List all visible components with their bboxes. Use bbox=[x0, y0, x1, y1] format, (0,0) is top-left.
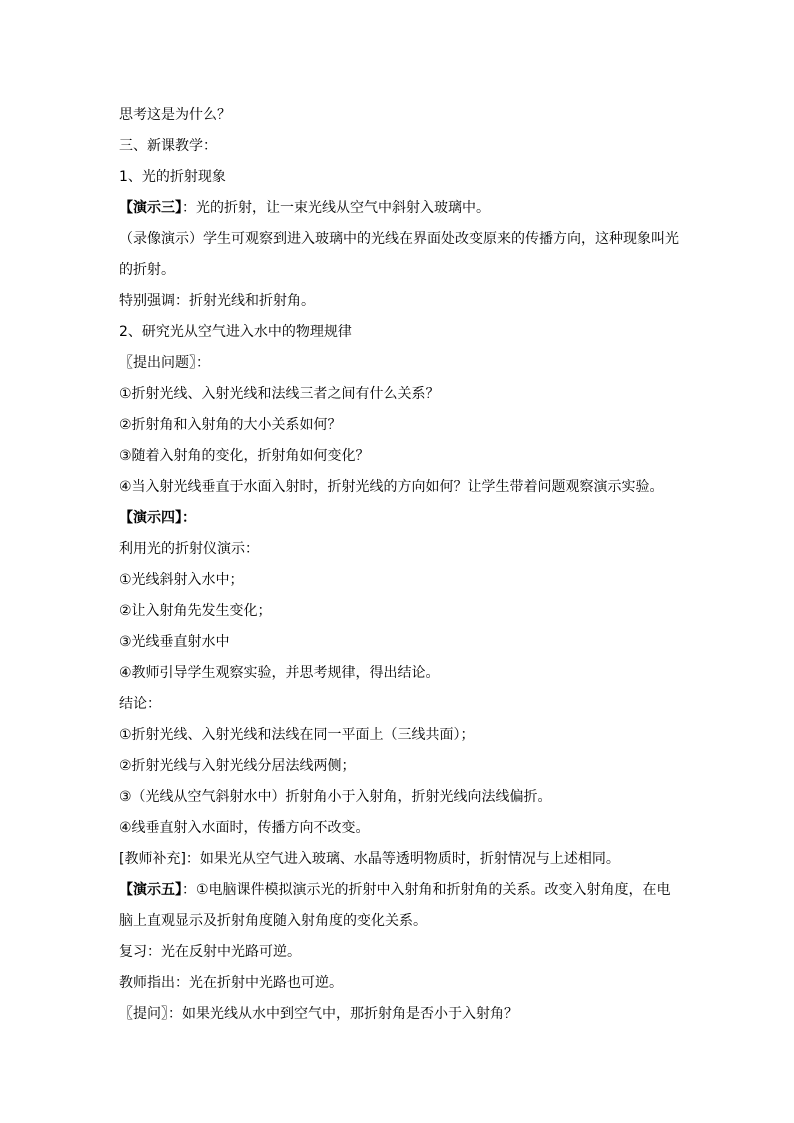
line-text: 1、光的折射现象 bbox=[119, 169, 226, 185]
line-text: 特别强调：折射光线和折射角。 bbox=[119, 293, 315, 309]
demo-label: 【演示四】 bbox=[119, 510, 182, 526]
text-line bbox=[119, 224, 679, 255]
line-text: [教师补充]：如果光从空气进入玻璃、水晶等透明物质时，折射情况与上述相同。 bbox=[119, 851, 620, 867]
section-heading bbox=[119, 131, 679, 162]
line-text: 利用光的折射仪演示： bbox=[119, 541, 259, 557]
text-line bbox=[119, 286, 679, 317]
list-item bbox=[119, 410, 679, 441]
line-text: 脑上直观显示及折射角度随入射角度的变化关系。 bbox=[119, 913, 427, 929]
line-text: ②折射角和入射角的大小关系如何？ bbox=[119, 417, 342, 433]
text-line bbox=[119, 906, 679, 937]
line-text: ④当入射光线垂直于水面入射时，折射光线的方向如何？让学生带着问题观察演示实验。 bbox=[119, 479, 664, 495]
list-item bbox=[119, 565, 679, 596]
line-text: 结论： bbox=[119, 696, 161, 712]
line-text: ①折射光线、入射光线和法线在同一平面上（三线共面）； bbox=[119, 727, 475, 743]
list-item bbox=[119, 472, 679, 503]
line-text: ②让入射角先发生变化； bbox=[119, 603, 272, 619]
text-line bbox=[119, 348, 679, 379]
list-item bbox=[119, 658, 679, 689]
line-text: 三、新课教学： bbox=[119, 138, 217, 154]
line-text: 2、研究光从空气进入水中的物理规律 bbox=[119, 324, 352, 340]
text-line bbox=[119, 968, 679, 999]
text-line bbox=[119, 193, 679, 224]
line-text: ：①电脑课件模拟演示光的折射中入射角和折射角的关系。改变入射角度，在电 bbox=[182, 882, 671, 898]
line-text: 〖提出问题〗： bbox=[119, 355, 210, 371]
line-text: ：光的折射，让一束光线从空气中斜射入玻璃中。 bbox=[182, 200, 490, 216]
text-line bbox=[119, 999, 679, 1030]
list-item bbox=[119, 441, 679, 472]
line-text: ①光线斜射入水中； bbox=[119, 572, 244, 588]
list-item bbox=[119, 596, 679, 627]
text-line bbox=[119, 503, 679, 534]
line-text: （录像演示）学生可观察到进入玻璃中的光线在界面处改变原来的传播方向，这种现象叫光 bbox=[119, 231, 679, 247]
list-item bbox=[119, 627, 679, 658]
line-text: ③（光线从空气斜射水中）折射角小于入射角，折射光线向法线偏折。 bbox=[119, 789, 552, 805]
line-text: ④线垂直射入水面时，传播方向不改变。 bbox=[119, 820, 370, 836]
line-text: ③光线垂直射水中 bbox=[119, 634, 230, 650]
list-item bbox=[119, 813, 679, 844]
text-line bbox=[119, 100, 679, 131]
line-text: ②折射光线与入射光线分居法线两侧； bbox=[119, 758, 356, 774]
subsection-heading bbox=[119, 317, 679, 348]
subsection-heading bbox=[119, 162, 679, 193]
demo-label: 【演示三】 bbox=[119, 200, 182, 216]
list-item bbox=[119, 782, 679, 813]
line-text: 思考这是为什么？ bbox=[119, 107, 231, 123]
text-line bbox=[119, 689, 679, 720]
text-line bbox=[119, 937, 679, 968]
line-text: 的折射。 bbox=[119, 262, 175, 278]
line-text: 教师指出：光在折射中光路也可逆。 bbox=[119, 975, 343, 991]
text-line bbox=[119, 844, 679, 875]
line-text: ④教师引导学生观察实验，并思考规律，得出结论。 bbox=[119, 665, 440, 681]
line-text: 复习：光在反射中光路可逆。 bbox=[119, 944, 301, 960]
text-line bbox=[119, 534, 679, 565]
text-line bbox=[119, 875, 679, 906]
line-text: ①折射光线、入射光线和法线三者之间有什么关系？ bbox=[119, 386, 440, 402]
document-body bbox=[119, 100, 679, 1030]
list-item bbox=[119, 751, 679, 782]
line-text: 〖提问〗：如果光线从水中到空气中，那折射角是否小于入射角？ bbox=[119, 1006, 518, 1022]
text-line bbox=[119, 255, 679, 286]
demo-label: 【演示五】 bbox=[119, 882, 182, 898]
line-text: ： bbox=[182, 510, 196, 526]
list-item bbox=[119, 379, 679, 410]
line-text: ③随着入射角的变化，折射角如何变化？ bbox=[119, 448, 370, 464]
list-item bbox=[119, 720, 679, 751]
